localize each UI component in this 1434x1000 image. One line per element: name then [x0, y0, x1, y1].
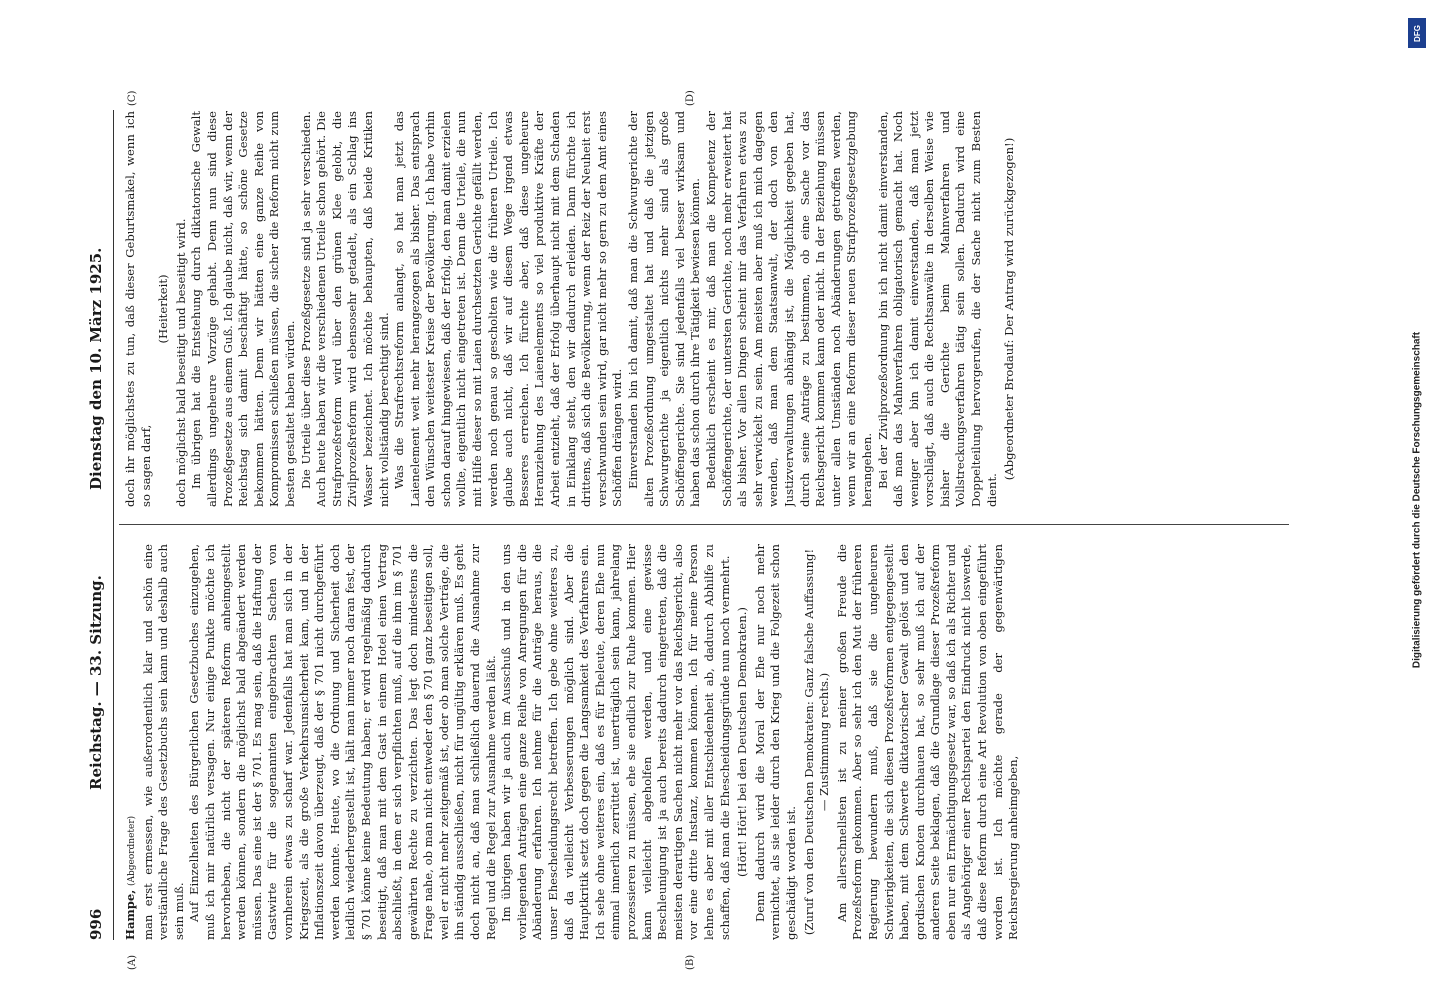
paragraph: Im übrigen haben wir ja auch im Ausschuß und in den uns vorliegenden Anträgen eine ganze Reihe von Anregungen für die Abänderung erfahren. Ich nehme für die Anträge heraus, die unser Ehescheidungsrecht betreffen. Ich gebe ohne weiteres zu, daß da vielleicht Verbesserungen möglich sind. Aber die Hauptkritik setzt doch gegen die Langsamkeit des Verfahrens ein. Ich sehe ohne weiteres ein, daß es für Eheleute, deren Ehe nun einmal innerlich zerrüttet ist, unerträglich sein kann, jahrelang prozessieren zu müssen, ehe sie endlich zur Ruhe kommen. Hier kann vielleicht abgeholfen werden, und eine gewisse Beschleunigung ist ja auch bereits dadurch eingetreten, daß die meisten derartigen Sachen nicht mehr vor das Reichsgericht, also vor eine dritte Instanz, kommen können. Ich für meine Person lehne es aber mit aller Entschiedenheit ab, dadurch Abhilfe zu schaffen, daß man die Ehescheidungsgründe nun noch vermehrt.	[499, 544, 732, 940]
column-divider	[119, 524, 1289, 525]
dfg-logo: DFG	[1408, 18, 1426, 48]
paragraph: Die Urteile über diese Prozeßgesetze sind ja sehr verschieden. Auch heute haben wir die verschiedenen Urteile schon gehört. Die Strafprozeßreform wird über den grünen Klee gelobt, die Zivilprozeßreform wird ebensosehr getadelt, als ein Schlag ins Wasser bezeichnet. Ich möchte behaupten, daß beide Kritiken nicht vollständig berechtigt sind.	[298, 111, 391, 507]
interjection: (Zuruf von den Deutschen Demokraten: Ganz falsche Auffassung! — Zustimmung rechts.)	[801, 548, 832, 936]
paragraph: Am allerschnellsten ist zu meiner großen Freude die Prozeßreform gekommen. Aber so sehr ich den Mut der früheren Regierung bewundern muß, daß sie die ungeheuren Schwierigkeiten, die sich diesen Prozeßreformen entgegengestellt haben, mit dem Schwerte diktatorischer Gewalt gelöst und den gordischen Knoten durchhauen hat, so sehr muß ich auf der anderen Seite beklagen, daß die Grundlage dieser Prozeßreform eben nur ein Ermächtigungsgesetz war, so daß ich als Richter und als Angehöriger einer Rechtspartei den Eindruck nicht loswerde, daß diese Reform durch eine Art Revolution von oben eingeführt worden ist. Ich möchte gerade der gegenwärtigen Reichsregierung anheimgeben,	[834, 544, 1021, 940]
digitization-credit: Digitalisierung gefördert durch die Deutsche Forschungsgemeinschaft	[1411, 331, 1423, 669]
speaker-line: Hampe, (Abgeordneter)	[123, 815, 137, 940]
paragraph: Im übrigen hat die Entstehung durch diktatorische Gewalt allerdings ungeheure Vorzüge gehabt. Denn nun sind diese Prozeßgesetze aus einem Guß. Ich glaube nicht, daß wir, wenn der Reichstag sich damit beschäftigt hätte, so schöne Gesetze bekommen hätten. Denn wir hätten eine ganze Reihe von Kompromissen schließen müssen, die sicher die Reform nicht zum besten gestaltet haben würden.	[189, 111, 297, 507]
margin-mark-d: (D)	[685, 90, 696, 106]
paragraph: Einverstanden bin ich damit, daß man die Schwurgerichte der alten Prozeßordnung umgestaltet hat und daß die jetzigen Schwurgerichte ja eigentlich nichts mehr sind als große Schöffengerichte. Sie sind jedenfalls viel besser wirksam und haben das schon durch ihre Tätigkeit bewiesen können.	[626, 111, 703, 507]
session-date: Dienstag den 10. März 1925.	[87, 247, 105, 490]
paragraph: doch ihr möglichstes zu tun, daß dieser Geburtsmakel, wenn ich so sagen darf,	[123, 111, 153, 507]
paragraph: man erst ermessen, wie außerordentlich klar und schön eine verständliche Frage des Gesetzbuchs sein kann und deshalb auch sein muß.	[140, 544, 186, 940]
margin-mark-b: (B)	[685, 954, 696, 970]
paragraph: Auf Einzelheiten des Bürgerlichen Gesetzbuches einzugehen, muß ich mir natürlich versagen. Nur einige Punkte möchte ich hervorheben, die nicht der späteren Reform anheimgestellt werden können, sondern die möglichst bald abgeändert werden müssen. Das eine ist der § 701. Es mag sein, daß die Haftung der Gastwirte für die sogenannten eingebrachten Sachen von vornherein etwas zu scharf war. Jedenfalls hat man sich in der Kriegszeit, als die große Verkehrsunsicherheit kam, und in der Inflationszeit davon überzeugt, daß der § 701 nicht durchgeführt werden konnte. Heute, wo die Ordnung und Sicherheit doch leidlich wiederhergestellt ist, hält man immer noch daran fest, der § 701 könne keine Bedeutung haben; er wird regelmäßig dadurch beseitigt, daß man mit dem Gast in einem Hotel einen Vertrag abschließt, in dem er sich verpflichten muß, auf die ihm im § 701 gewährten Rechte zu verzichten. Das legt doch mindestens die Frage nahe, ob man nicht entweder den § 701 ganz beseitigen soll, weil er nicht mehr zeitgemäß ist, oder ob man solche Verträge, die ihn ständig ausschließen, nicht für ungültig erklären muß. Es geht doch nicht an, daß man schließlich dauernd die Ausnahme zur Regel und die Regel zur Ausnahme werden läßt.	[187, 544, 498, 940]
page-content	[85, 90, 1335, 970]
interjection: (Heiterkeit)	[156, 274, 171, 344]
left-column	[123, 544, 1293, 940]
paragraph: Was die Strafrechtsreform anlangt, so hat man jetzt das Laienelement weit mehr herangezogen als bisher. Das entsprach den Wünschen weitester Kreise der Bevölkerung. Ich habe vorhin schon darauf hingewiesen, daß der Erfolg, den man damit erzielen wollte, eigentlich nicht eingetreten ist. Denn die Urteile, die nun mit Hilfe dieser so mit Laien durchsetzten Gerichte gefällt werden, werden noch genau so gescholten wie die früheren Urteile. Ich glaube auch nicht, daß wir auf diesem Wege irgend etwas Besseres erreichen. Ich fürchte aber, daß diese ungeheure Heranziehung des Laienelements so viel produktive Kräfte der Arbeit entzieht, daß der Erfolg überhaupt nicht mit dem Schaden in Einklang steht, den wir dadurch erleiden. Dann fürchte ich drittens, daß sich die Bevölkerung, wenn der Reiz der Neuheit erst verschwunden sein wird, gar nicht mehr so gern zu dem Amt eines Schöffen drängen wird.	[392, 111, 625, 507]
right-column	[123, 111, 1293, 507]
header-rule	[113, 110, 114, 940]
speaker-role: Abgeordneter	[127, 819, 137, 883]
margin-mark-a: (A)	[127, 954, 138, 970]
interjection: (Abgeordneter Brodauf: Der Antrag wird zurückgezogen!)	[1002, 137, 1017, 481]
paragraph: doch möglichst bald beseitigt und beseitigt wird.	[173, 218, 188, 507]
interjection: (Hört! Hört! bei den Deutschen Demokraten.)	[735, 607, 750, 877]
speaker-name: Hampe,	[123, 889, 137, 940]
margin-mark-c: (C)	[127, 90, 138, 106]
session-title: Reichstag. — 33. Sitzung.	[87, 575, 105, 790]
paragraph: Bei der Zivilprozeßordnung bin ich nicht damit einverstanden, daß man das Mahnverfahren obligatorisch gemacht hat. Noch weniger aber bin ich damit einverstanden, daß man jetzt vorschlägt, daß auch die Rechtsanwälte in derselben Weise wie bisher die Gerichte beim Mahnverfahren und Vollstreckungsverfahren tätig sein sollen. Dadurch wird eine Doppelteilung hervorgerufen, die der Sache nicht zum Besten dient.	[875, 111, 999, 507]
digitization-credit-band	[1404, 10, 1430, 990]
page-header	[85, 110, 111, 940]
page-number: 996	[87, 908, 105, 940]
paragraph: Bedenklich erscheint es mir, daß man die Kompetenz der Schöffengerichte, der untersten Gerichte, noch mehr erweitert hat als bisher. Vor allen Dingen scheint mir das Verfahren etwas zu sehr verwickelt zu sein. Am meisten aber muß ich mich dagegen wenden, daß man dem Staatsanwalt, der doch von den Justizverwaltungen abhängig ist, die Möglichkeit gegeben hat, durch seine Anträge zu bestimmen, ob eine Sache vor das Reichsgericht kommen kann oder nicht. In der Beziehung müssen unter allen Umständen noch Abänderungen getroffen werden, wenn wir an eine Reform dieser neuen Strafprozeßgesetzgebung herangehen.	[703, 111, 874, 507]
paragraph: Denn dadurch wird die Moral der Ehe nur noch mehr vernichtet, als sie leider durch den Krieg und die Folgezeit schon geschädigt worden ist.	[752, 544, 798, 940]
